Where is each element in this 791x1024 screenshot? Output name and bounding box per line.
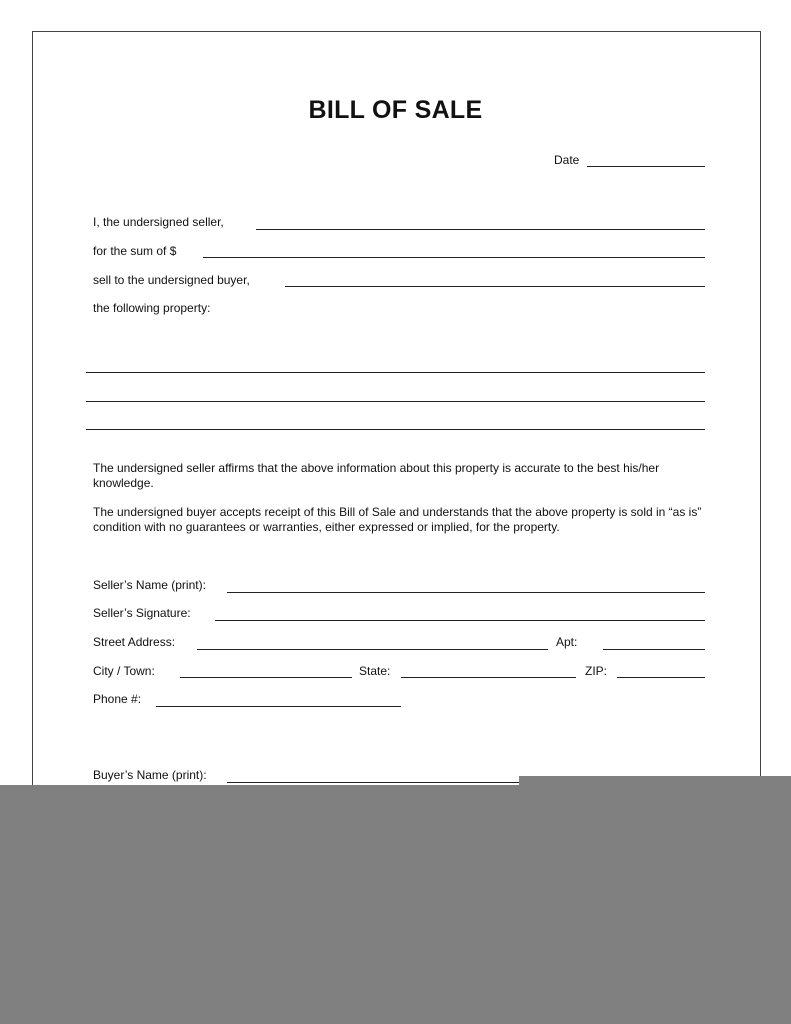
seller-intro-field[interactable]: [256, 229, 705, 230]
seller-intro-label: I, the undersigned seller,: [93, 215, 224, 229]
street-address-field[interactable]: [197, 649, 548, 650]
state-label: State:: [359, 664, 391, 678]
zip-field[interactable]: [617, 677, 705, 678]
property-line-2[interactable]: [86, 401, 705, 402]
buyer-name-field[interactable]: [227, 782, 519, 783]
street-address-label: Street Address:: [93, 635, 176, 649]
zip-label: ZIP:: [585, 664, 608, 678]
seller-signature-label: Seller’s Signature:: [93, 606, 191, 620]
buyer-intro-field[interactable]: [285, 286, 705, 287]
apt-field[interactable]: [603, 649, 705, 650]
phone-field[interactable]: [156, 706, 401, 707]
sum-field[interactable]: [203, 257, 705, 258]
sell-to-label: sell to the undersigned buyer,: [93, 273, 250, 287]
seller-affirms-paragraph: The undersigned seller affirms that the above information about this property is accurate to the best his/her knowledge.: [93, 461, 660, 490]
date-label: Date: [554, 153, 580, 167]
date-field[interactable]: [587, 166, 705, 167]
seller-signature-field[interactable]: [215, 620, 705, 621]
city-label: City / Town:: [93, 664, 155, 678]
seller-name-label: Seller’s Name (print):: [93, 578, 206, 592]
property-label: the following property:: [93, 301, 211, 315]
sum-label: for the sum of $: [93, 244, 177, 258]
document-title: BILL OF SALE: [308, 96, 483, 124]
gray-overlay: [0, 785, 791, 1024]
apt-label: Apt:: [556, 635, 578, 649]
property-line-1[interactable]: [86, 372, 705, 373]
buyer-accepts-paragraph: The undersigned buyer accepts receipt of this Bill of Sale and understands that the above property is sold in “as is” condition with no guarantees or warranties, either expressed or implied, for the property.: [93, 505, 702, 534]
seller-name-field[interactable]: [227, 592, 705, 593]
phone-label: Phone #:: [93, 692, 142, 706]
property-line-3[interactable]: [86, 429, 705, 430]
city-field[interactable]: [180, 677, 352, 678]
buyer-name-label: Buyer’s Name (print):: [93, 768, 207, 782]
state-field[interactable]: [401, 677, 576, 678]
